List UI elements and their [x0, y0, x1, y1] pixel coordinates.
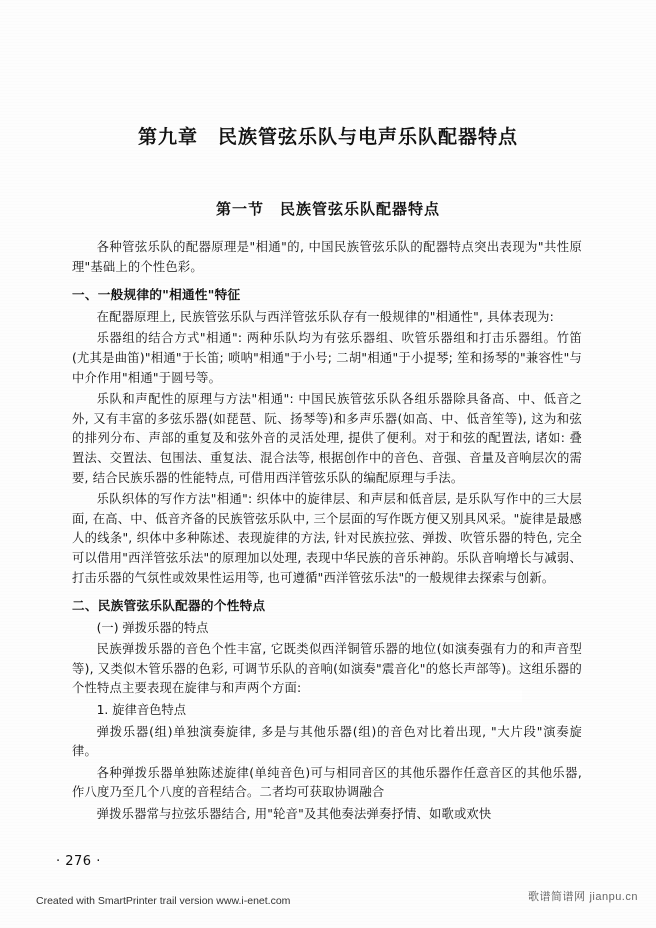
paragraph: 各种管弦乐队的配器原理是"相通"的, 中国民族管弦乐队的配器特点突出表现为"共性原理"基础上的个性色彩。 — [72, 240, 582, 274]
watermark — [528, 888, 638, 904]
subheading-2: 二、民族管弦乐队配器的个性特点 — [72, 598, 266, 614]
printer-trial-note: Created with SmartPrinter trail version www.i-enet.com — [36, 895, 291, 907]
page-number: · 276 · — [56, 854, 101, 869]
sub-item-heading: (一) 弹拨乐器的特点 — [96, 620, 209, 635]
watermark-site: jianpu.cn — [589, 891, 638, 903]
subheading-1: 一、一般规律的"相通性"特征 — [72, 287, 241, 303]
chapter-title: 第九章 民族管弦乐队与电声乐队配器特点 — [137, 126, 518, 148]
watermark-label: 歌谱简谱网 — [527, 890, 586, 903]
paragraph: 在配器原理上, 民族管弦乐队与西洋管弦乐队存有一般规律的"相通性", 具体表现为: — [96, 309, 554, 324]
paragraph: 弹拨乐器(组)单独演奏旋律, 多是与其他乐器(组)的音色对比着出现, "大片段"演奏旋律。 — [72, 724, 582, 759]
paragraph: 各种弹拨乐器单独陈述旋律(单纯音色)可与相同音区的其他乐器作任意音区的其他乐器, 作八度乃至几个八度的音程结合。二者均可获取协调融合 — [72, 765, 582, 800]
paragraph: 乐器组的结合方式"相通": 两种乐队均为有弦乐器组、吹管乐器组和打击乐器组。竹笛(尤其是曲笛)"相通"于长笛; 唢呐"相通"于小号; 二胡"相通"于小提琴; 笙和扬琴的"兼容性"与中介作用"相通"于圆号等。 — [72, 331, 582, 385]
paragraph: 弹拨乐器常与拉弦乐器结合, 用"轮音"及其他奏法弹奏抒情、如歌或欢快 — [96, 807, 492, 822]
paragraph: 乐队织体的写作方法"相通": 织体中的旋律层、和声层和低音层, 是乐队写作中的三大层面, 在高、中、低音齐备的民族管弦乐队中, 三个层面的写作既方便又别具风采。"旋律是最感人的线条", 织体中多种陈述、表现旋律的方法, 针对民族拉弦、弹拨、吹管乐器的特色, 完全可以借用"西洋管弦乐法"的原理加以处理, 表现中华民族的音乐神韵。乐队音响增长与减弱、打击乐器的气氛性或效果性运用等, 也可遵循"西洋管弦乐法"的一般规律去探索与创新。 — [72, 492, 582, 585]
paragraph: 民族弹拨乐器的音色个性丰富, 它既类似西洋铜管乐器的地位(如演奏强有力的和声音型等), 又类似木管乐器的色彩, 可调节乐队的音响(如演奏"震音化"的悠长声部等)。这组乐器的个性特点主要表现在旋律与和声两个方面: — [72, 642, 582, 696]
numbered-item-heading: 1. 旋律音色特点 — [96, 703, 187, 718]
body-text-column — [72, 238, 582, 825]
paragraph: 乐队和声配性的原理与方法"相通": 中国民族管弦乐队各组乐器除具备高、中、低音之外, 又有丰富的多弦乐器(如琵琶、阮、扬琴等)和多声乐器(如高、中、低音笙等), 这为和弦的排列分布、声部的重复及和弦外音的灵活处理, 提供了便利。对于和弦的配置法, 诸如: 叠置法、交置法、包围法、重复法、混合法等, 根据创作中的音色、音强、音量及音响层次的需要, 结合民族乐器的性能特点, 可借用西洋管弦乐队的编配原理与手法。 — [72, 392, 582, 485]
section-title: 第一节 民族管弦乐队配器特点 — [215, 200, 440, 218]
